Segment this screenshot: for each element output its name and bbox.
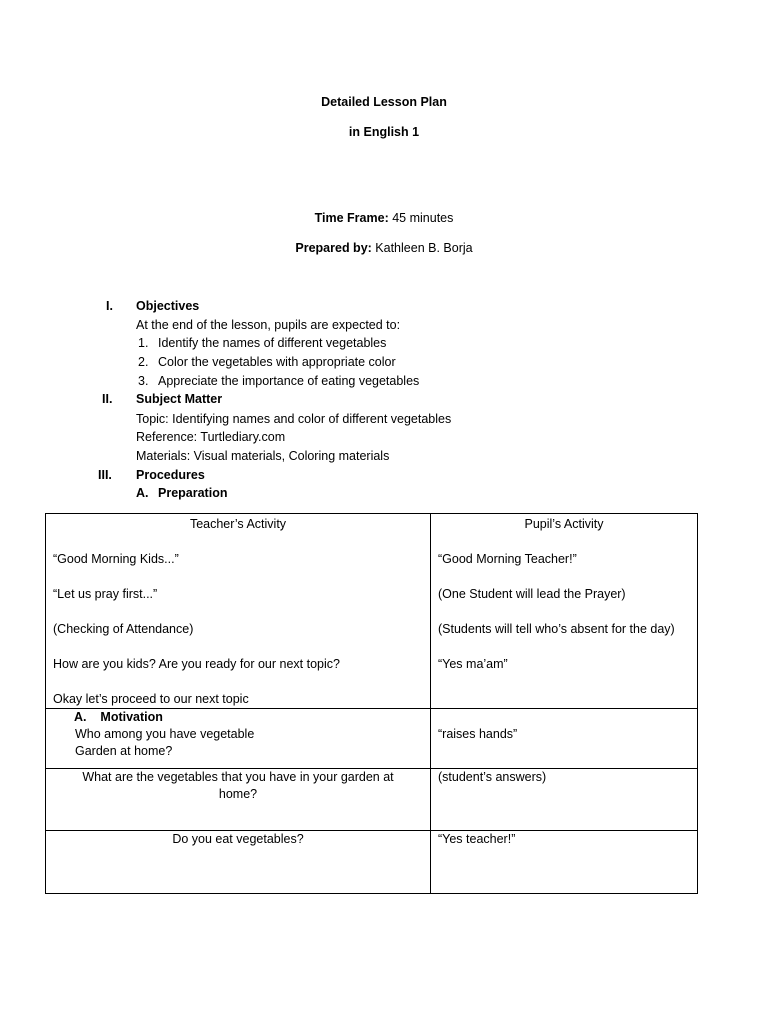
pupil-cell — [431, 514, 698, 709]
preparation-heading: Preparation — [158, 486, 228, 500]
table-row — [46, 514, 698, 709]
pupil-cell — [431, 831, 698, 894]
objectives-heading: Objectives — [136, 299, 200, 313]
teacher-line: What are the vegetables that you have in your garden at — [82, 770, 394, 784]
teacher-cell — [46, 709, 431, 769]
objective-text-3: Appreciate the importance of eating vegetables — [158, 374, 420, 388]
procedures-numeral: III. — [98, 468, 112, 482]
motivation-heading-line — [74, 709, 423, 726]
table-row — [46, 709, 698, 769]
time-frame-label: Time Frame: — [314, 211, 389, 225]
teacher-line: Do you eat vegetables? — [172, 832, 304, 846]
teacher-line: (Checking of Attendance) — [53, 622, 194, 636]
prepared-by-label: Prepared by: — [295, 241, 372, 255]
preparation-letter: A. — [136, 486, 149, 500]
objectives-numeral: I. — [106, 299, 113, 313]
subject-materials: Materials: Visual materials, Coloring materials — [136, 449, 390, 463]
teacher-line: “Good Morning Kids...” — [53, 552, 179, 566]
pupil-line: (One Student will lead the Prayer) — [438, 587, 626, 601]
teacher-cell — [46, 769, 431, 831]
table-row — [46, 769, 698, 831]
pupil-line: “raises hands” — [438, 727, 518, 741]
teacher-header: Teacher’s Activity — [189, 517, 287, 531]
teacher-line: “Let us pray first...” — [53, 587, 158, 601]
subject-matter-heading: Subject Matter — [136, 392, 223, 406]
doc-title: Detailed Lesson Plan — [321, 95, 447, 109]
pupil-line: (Students will tell who’s absent for the day) — [438, 622, 675, 636]
objective-text-1: Identify the names of different vegetables — [158, 336, 387, 350]
objectives-intro: At the end of the lesson, pupils are expected to: — [136, 318, 401, 332]
pupil-line: “Good Morning Teacher!” — [438, 552, 577, 566]
pupil-header: Pupil’s Activity — [524, 517, 604, 531]
teacher-line: How are you kids? Are you ready for our next topic? — [53, 657, 340, 671]
activity-table — [45, 513, 698, 894]
teacher-line: Who among you have vegetable — [75, 727, 255, 741]
procedures-heading: Procedures — [136, 468, 205, 482]
prepared-by — [0, 241, 768, 256]
prepared-by-value: Kathleen B. Borja — [375, 241, 473, 255]
pupil-line: (student’s answers) — [438, 770, 547, 784]
teacher-cell — [46, 831, 431, 894]
table-row — [46, 831, 698, 894]
objective-text-2: Color the vegetables with appropriate color — [158, 355, 396, 369]
teacher-line: home? — [218, 787, 258, 801]
objective-num-2: 2. — [138, 355, 149, 369]
subject-topic: Topic: Identifying names and color of different vegetables — [136, 412, 452, 426]
time-frame-value: 45 minutes — [392, 211, 454, 225]
subject-matter-numeral: II. — [102, 392, 113, 406]
subject-reference: Reference: Turtlediary.com — [136, 430, 286, 444]
teacher-line: Garden at home? — [75, 744, 173, 758]
motivation-heading: Motivation — [100, 710, 163, 724]
teacher-cell — [46, 514, 431, 709]
pupil-line: “Yes teacher!” — [438, 832, 516, 846]
pupil-cell — [431, 769, 698, 831]
doc-subtitle: in English 1 — [348, 125, 420, 139]
time-frame — [0, 211, 768, 226]
teacher-line: Okay let’s proceed to our next topic — [53, 692, 249, 706]
motivation-letter: A. — [74, 710, 87, 724]
objective-num-1: 1. — [138, 336, 149, 350]
pupil-line: “Yes ma’am” — [438, 657, 508, 671]
pupil-cell — [431, 709, 698, 769]
objective-num-3: 3. — [138, 374, 149, 388]
